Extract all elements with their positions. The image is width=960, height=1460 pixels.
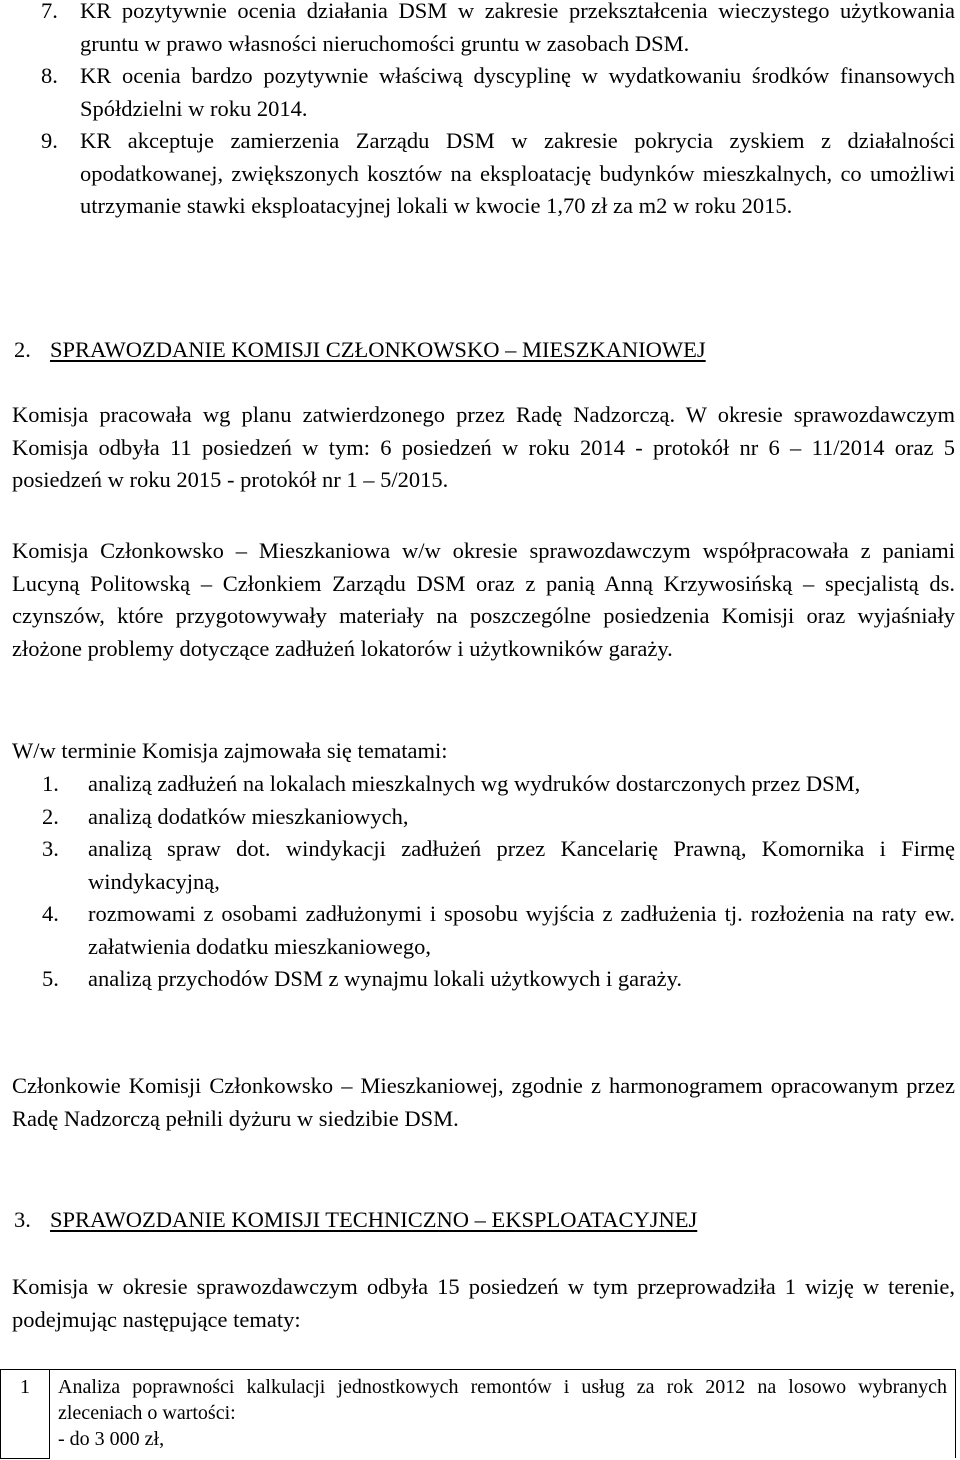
topics-intro: W/w terminie Komisja zajmowała się tematami: xyxy=(12,738,448,763)
list-number: 1. xyxy=(42,771,59,796)
section-title: SPRAWOZDANIE KOMISJI TECHNICZNO – EKSPLOATACYJNEJ xyxy=(50,1207,698,1232)
section-2-paragraph-2: Komisja Członkowsko – Mieszkaniowa w/w okresie sprawozdawczym współpracowała z paniami Lucyną Politowską – Członkiem Zarządu DSM oraz z panią Anną Krzywosińską – specjalistą ds. czynszów, które przygotowywały materiały na poszczególne posiedzenia Komisji oraz wyjaśniały złożone problemy dotyczące zadłużeń lokatorów i użytkowników garaży. xyxy=(12,538,955,661)
list-text: analizą dodatków mieszkaniowych, xyxy=(88,803,409,829)
list-text: analizą spraw dot. windykacji zadłużeń przez Kancelarię Prawną, Komornika i Firmę windykacyjną, xyxy=(88,836,955,894)
list-text: KR ocenia bardzo pozytywnie właściwą dyscyplinę w wydatkowaniu środków finansowych Spółdzielni w roku 2014. xyxy=(80,63,955,121)
list-number: 7. xyxy=(41,0,58,23)
table-row xyxy=(1,1370,956,1459)
section-number: 2. xyxy=(14,337,31,362)
list-item xyxy=(12,833,955,898)
section-2-paragraph-1: Komisja pracowała wg planu zatwierdzonego przez Radę Nadzorczą. W okresie sprawozdawczym Komisja odbyła 11 posiedzeń w tym: 6 posiedzeń w roku 2014 - protokół nr 6 – 11/2014 oraz 5 posiedzeń w roku 2015 - protokół nr 1 – 5/2015. xyxy=(12,402,955,492)
section-2-paragraph-3: Członkowie Komisji Członkowsko – Mieszkaniowej, zgodnie z harmonogramem opracowanym przez Radę Nadzorczą pełnili dyżuru w siedzibie DSM. xyxy=(12,1073,955,1131)
topics-table xyxy=(0,1369,956,1459)
list-number: 9. xyxy=(41,128,58,153)
list-text: rozmowami z osobami zadłużonymi i sposobu wyjścia z zadłużenia tj. rozłożenia na raty ew. załatwienia dodatku mieszkaniowego, xyxy=(88,901,955,959)
list-number: 8. xyxy=(41,63,58,88)
section-number: 3. xyxy=(14,1207,31,1232)
table-cell-content xyxy=(50,1370,956,1459)
topics-list xyxy=(12,768,955,996)
list-number: 5. xyxy=(42,966,59,991)
list-text: analizą przychodów DSM z wynajmu lokali użytkowych i garaży. xyxy=(88,966,682,991)
section-title: SPRAWOZDANIE KOMISJI CZŁONKOWSKO – MIESZKANIOWEJ xyxy=(50,337,706,362)
list-item xyxy=(12,60,955,125)
list-number: 2. xyxy=(42,803,59,829)
section-3-paragraph-1: Komisja w okresie sprawozdawczym odbyła 15 posiedzeń w tym przeprowadziła 1 wizję w terenie, podejmując następujące tematy: xyxy=(12,1274,955,1332)
list-text: analizą zadłużeń na lokalach mieszkalnych wg wydruków dostarczonych przez DSM, xyxy=(88,771,861,796)
list-item xyxy=(12,898,955,963)
table-cell-number: 1 xyxy=(1,1370,50,1459)
list-item xyxy=(12,768,955,801)
kr-conclusions-list xyxy=(12,0,955,223)
list-number: 4. xyxy=(42,901,59,926)
list-item xyxy=(12,963,955,996)
table-cell-text: Analiza poprawności kalkulacji jednostkowych remontów i usług za rok 2012 na losowo wybranych zleceniach o wartości: xyxy=(58,1376,947,1424)
list-number: 3. xyxy=(42,836,59,861)
list-text: KR akceptuje zamierzenia Zarządu DSM w zakresie pokrycia zyskiem z działalności opodatkowanej, zwiększonych kosztów na eksploatację budynków mieszkalnych, co umożliwi utrzymanie stawki eksploatacyjnej lokali w kwocie 1,70 zł za m2 w roku 2015. xyxy=(80,128,955,218)
list-item xyxy=(12,0,955,60)
list-text: KR pozytywnie ocenia działania DSM w zakresie przekształcenia wieczystego użytkowania gruntu w prawo własności nieruchomości gruntu w zasobach DSM. xyxy=(80,0,955,56)
list-item xyxy=(12,125,955,223)
table-cell-subitem: - do 3 000 zł, xyxy=(58,1428,165,1450)
list-item xyxy=(12,801,955,834)
